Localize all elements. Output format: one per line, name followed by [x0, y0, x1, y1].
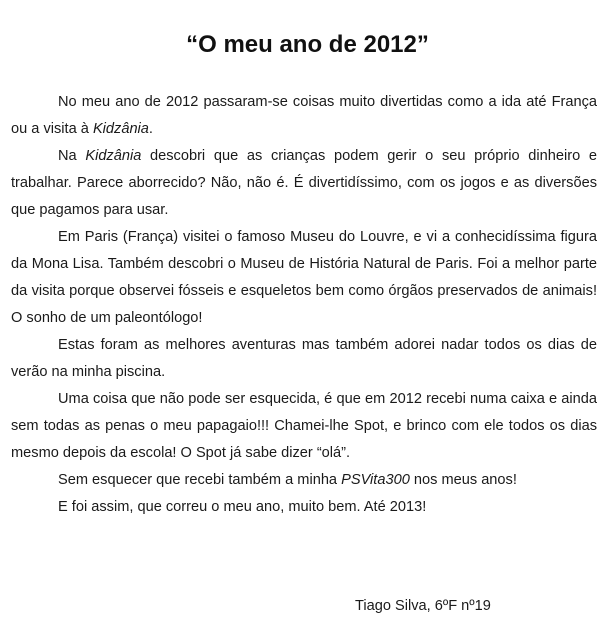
- paragraph-6-psvita: PSVita300: [341, 472, 410, 488]
- paragraph-1-text-b: .: [148, 121, 153, 137]
- paragraph-5: Uma coisa que não pode ser esquecida, é que em 2012 recebi numa caixa e ainda sem todas as penas o meu papagaio!!! Chamei-lhe Spot, e brinco com ele todos os dias mesmo depois da escola! O Spot já sabe dizer “olá”.: [11, 391, 597, 461]
- paragraph-7: E foi assim, que correu o meu ano, muito bem. Até 2013!: [58, 499, 427, 515]
- document-body: [11, 89, 597, 521]
- paragraph-2-text-b: descobri que as crianças podem gerir o seu próprio dinheiro e trabalhar. Parece aborrecido? Não, não é. É divertidíssimo, com os jogos e as diversões que pagamos para usar.: [11, 148, 597, 218]
- paragraph-2-kidzania: Kidzânia: [85, 148, 142, 164]
- paragraph-6-text-b: nos meus anos!: [409, 472, 517, 488]
- paragraph-2-text-a: Na: [58, 148, 86, 164]
- paragraph-6: [11, 467, 597, 494]
- paragraph-4: Estas foram as melhores aventuras mas também adorei nadar todos os dias de verão na minha piscina.: [11, 337, 597, 380]
- paragraph-2: [11, 143, 597, 224]
- author-signature: Tiago Silva, 6ºF nº19: [355, 598, 491, 614]
- document-title: “O meu ano de 2012”: [186, 31, 429, 59]
- paragraph-1-kidzania: Kidzânia: [92, 121, 149, 137]
- paragraph-1: [11, 89, 597, 143]
- paragraph-3: Em Paris (França) visitei o famoso Museu do Louvre, e vi a conhecidíssima figura da Mona Lisa. Também descobri o Museu de História Natural de Paris. Foi a melhor parte da visita porque observei fósseis e esqueletos bem como órgãos preservados de animais! O sonho de um paleontólogo!: [11, 229, 597, 326]
- paragraph-1-text-a: No meu ano de 2012 passaram-se coisas muito divertidas como a ida até França ou a visita à: [11, 94, 597, 137]
- paragraph-6-text-a: Sem esquecer que recebi também a minha: [58, 472, 342, 488]
